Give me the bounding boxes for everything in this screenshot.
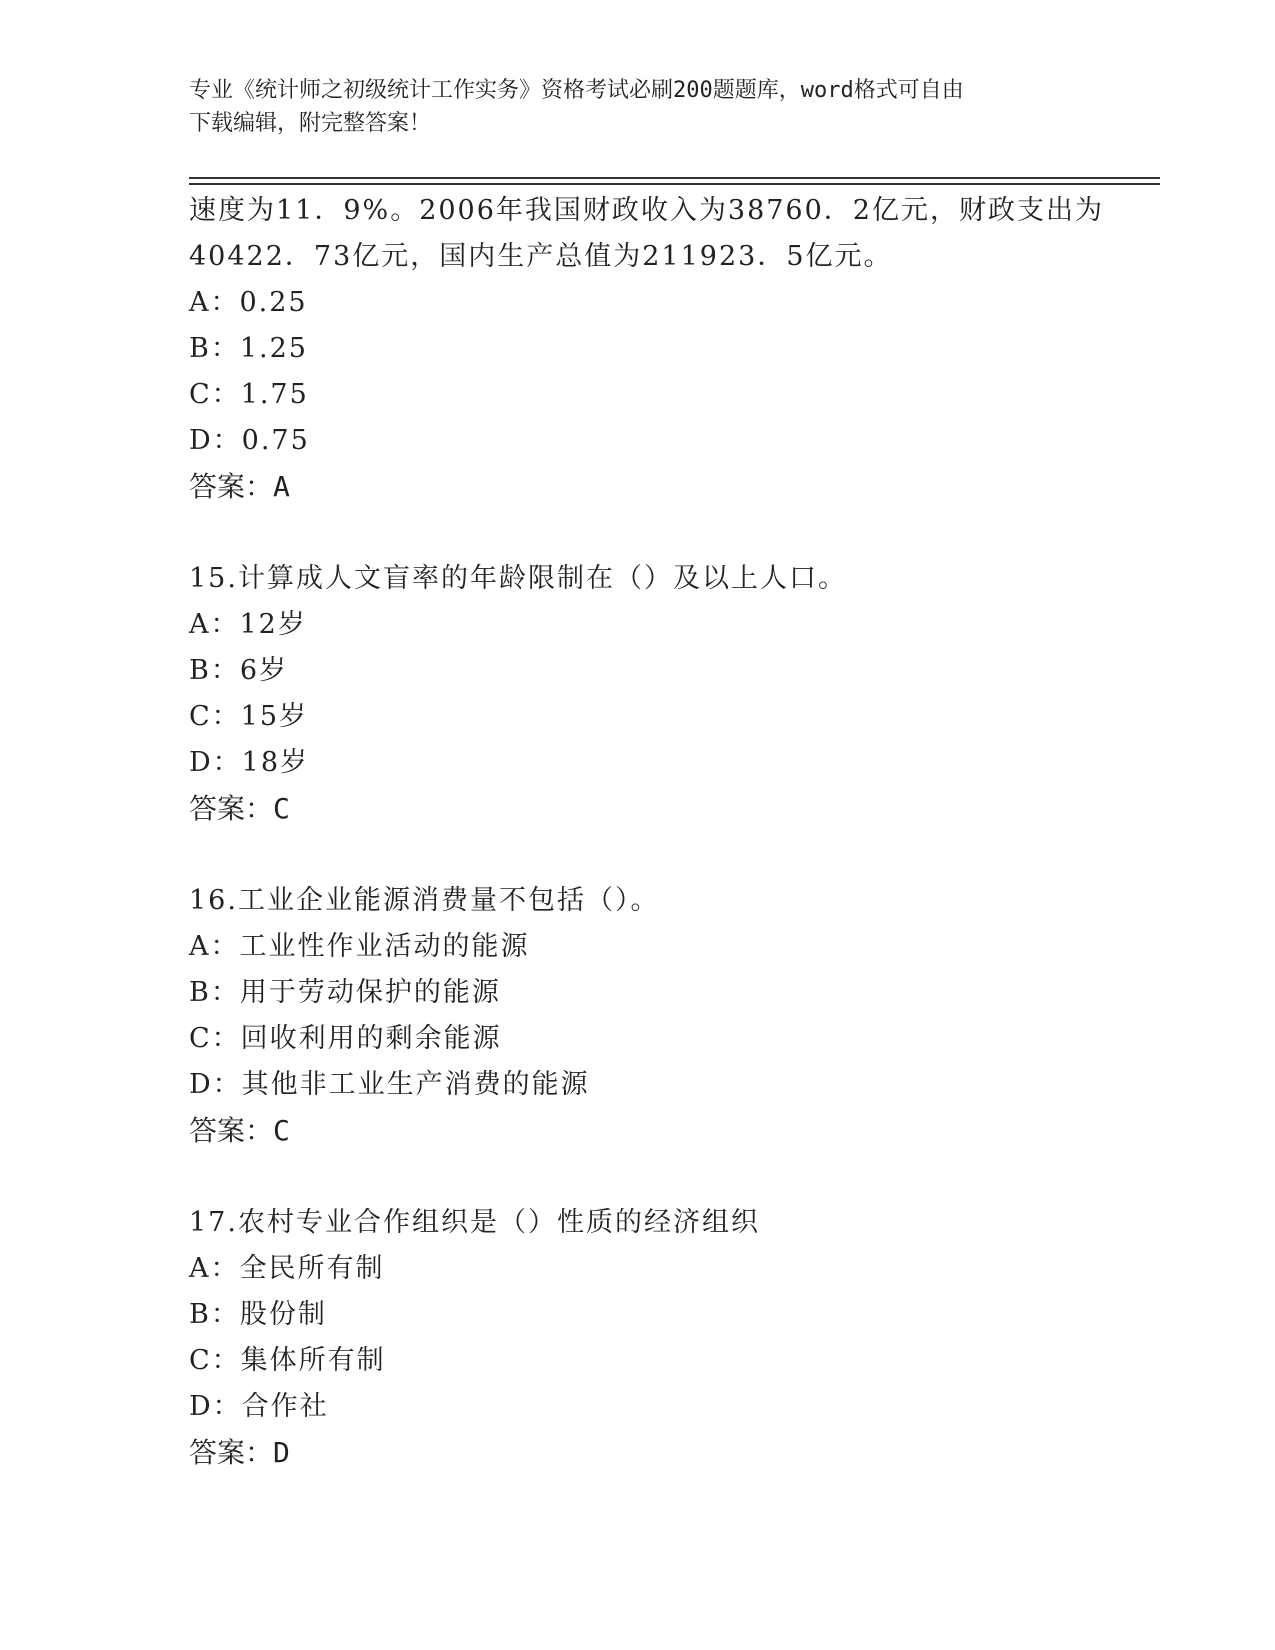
header-divider-top bbox=[189, 177, 1160, 179]
option-c: C：15岁 bbox=[189, 701, 309, 732]
document-header bbox=[189, 74, 1089, 140]
answer-line: 答案：C bbox=[189, 1114, 290, 1147]
spacer bbox=[189, 1154, 1109, 1200]
answer-line: 答案：A bbox=[189, 470, 290, 503]
question-text: 16.工业企业能源消费量不包括（）。 bbox=[189, 885, 660, 916]
question-text: 17.农村专业合作组织是（）性质的经济组织 bbox=[189, 1207, 760, 1238]
option-b: B：用于劳动保护的能源 bbox=[189, 977, 501, 1008]
option-c: C：回收利用的剩余能源 bbox=[189, 1023, 502, 1054]
option-a: A：12岁 bbox=[189, 609, 307, 640]
question-text: 15.计算成人文盲率的年龄限制在（）及以上人口。 bbox=[189, 563, 847, 594]
spacer bbox=[189, 832, 1109, 878]
answer-line: 答案：D bbox=[189, 1436, 290, 1469]
question-block-14 bbox=[189, 188, 1109, 510]
question-content bbox=[189, 188, 1109, 1476]
header-line-1: 专业《统计师之初级统计工作实务》资格考试必刷200题题库，word格式可自由 bbox=[189, 78, 964, 103]
header-line-2: 下载编辑，附完整答案！ bbox=[189, 111, 432, 136]
option-c: C：集体所有制 bbox=[189, 1345, 386, 1376]
option-b: B：6岁 bbox=[189, 655, 289, 686]
option-b: B：股份制 bbox=[189, 1299, 327, 1330]
question-block-16 bbox=[189, 878, 1109, 1154]
option-d: D：0.75 bbox=[189, 425, 310, 456]
option-c: C：1.75 bbox=[189, 379, 309, 410]
answer-line: 答案：C bbox=[189, 792, 290, 825]
option-d: D：18岁 bbox=[189, 747, 310, 778]
question-block-17 bbox=[189, 1200, 1109, 1476]
option-a: A：全民所有制 bbox=[189, 1253, 385, 1284]
spacer bbox=[189, 510, 1109, 556]
question-text-line: 40422．73亿元，国内生产总值为211923．5亿元。 bbox=[189, 241, 893, 272]
option-b: B：1.25 bbox=[189, 333, 308, 364]
question-block-15 bbox=[189, 556, 1109, 832]
option-a: A：工业性作业活动的能源 bbox=[189, 931, 530, 962]
option-d: D：合作社 bbox=[189, 1391, 329, 1422]
question-text-line: 速度为11．9%。2006年我国财政收入为38760．2亿元，财政支出为 bbox=[189, 195, 1104, 226]
option-d: D：其他非工业生产消费的能源 bbox=[189, 1069, 590, 1100]
option-a: A：0.25 bbox=[189, 287, 308, 318]
header-divider-bottom bbox=[189, 183, 1160, 185]
